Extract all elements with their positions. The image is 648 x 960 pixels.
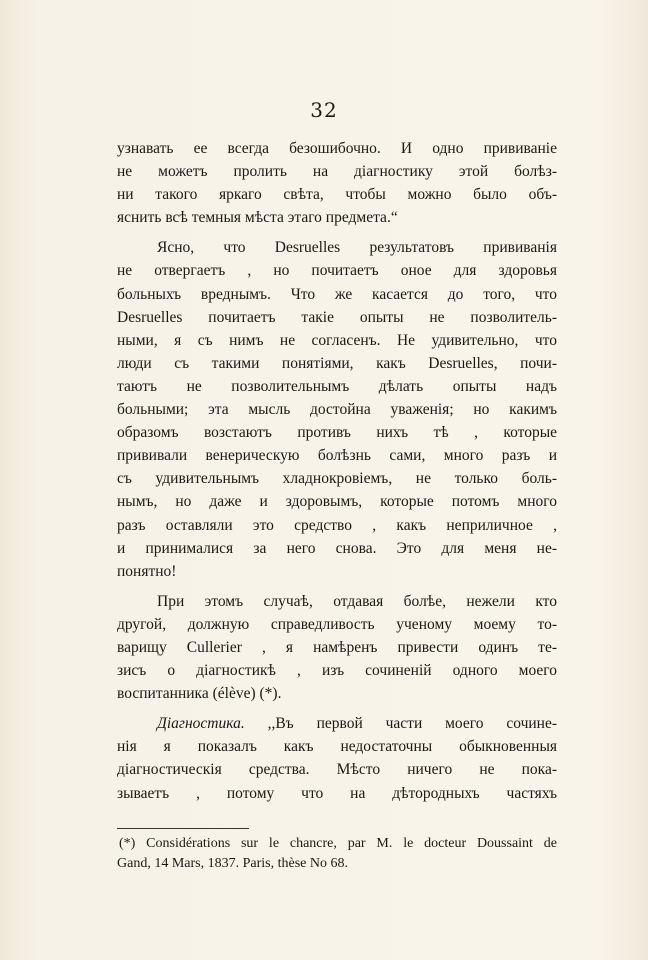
text-line: другой, должную справедливость ученому моему то- [117, 615, 557, 633]
text-line: не можетъ пролить на діагностику этой болѣз- [117, 163, 557, 181]
text-line: ни такого яркаго свѣта, чтобы можно было объ- [117, 186, 557, 204]
paragraph-1 [117, 137, 557, 229]
text-line: яснить всѣ темныя мѣста этаго предмета.“ [117, 209, 398, 227]
text-line: образомъ возстаютъ противъ нихъ тѣ , которые [117, 424, 557, 442]
paragraph-2 [117, 236, 557, 582]
body-text [117, 137, 557, 805]
text-line: понятно! [117, 562, 177, 580]
text-line: воспитанника (élève) (*). [117, 685, 282, 703]
text-line: съ удивительнымъ хладнокровіемъ, не только боль- [117, 470, 557, 488]
text-line: люди съ такими понятіями, какъ Desruelles, почи- [117, 354, 557, 372]
text-line: нія я показалъ какъ недостаточны обыкновенныя [117, 738, 557, 756]
footnote-divider [117, 828, 249, 829]
text-line-continuation: ,,Въ первой части моего сочине- [267, 715, 557, 733]
text-line: Ясно, что Desruelles результатовъ прививанія [157, 239, 557, 257]
text-line: и принималися за него снова. Это для меня не- [117, 539, 557, 557]
text-line: При этомъ случаѣ, отдавая болѣе, нежели кто [157, 592, 557, 610]
text-line [117, 712, 557, 735]
footnote-line: (*) Considérations sur le chancre, par M. le docteur Doussaint de [119, 836, 557, 851]
section-heading: Діагностика. [157, 715, 245, 733]
text-line: зисъ о діагностикѣ , изъ сочиненій одного моего [117, 662, 557, 680]
text-line: прививали венерическую болѣзнь сами, много разъ и [117, 447, 557, 465]
text-line: діагностическія средства. Мѣсто ничего не пока- [117, 761, 557, 779]
text-line: нымъ, но даже и здоровымъ, которые потомъ много [117, 493, 557, 511]
text-line: ными, я съ нимъ не согласенъ. Не удивительно, что [117, 331, 557, 349]
text-line: узнавать ее всегда безошибочно. И одно прививаніе [117, 140, 557, 157]
text-line: не отвергаетъ , но почитаетъ оное для здоровья [117, 262, 557, 280]
page-number: 32 [310, 98, 338, 122]
text-line: варищу Cullerier , я намѣренъ привести одинъ те- [117, 638, 557, 656]
footnote [117, 834, 557, 874]
text-line: больными; эта мысль достойна уваженія; но какимъ [117, 401, 557, 419]
text-line: Desruelles почитаетъ такіе опыты не позволитель- [117, 308, 557, 326]
text-line: зываетъ , потому что на дѣтородныхъ частяхъ [117, 784, 557, 802]
text-line: таютъ не позволительнымъ дѣлать опыты надъ [117, 377, 557, 395]
paragraph-3 [117, 590, 557, 705]
paragraph-4 [117, 712, 557, 804]
text-line: больныхъ вреднымъ. Что же касается до того, что [117, 285, 557, 303]
text-line: разъ оставляли это средство , какъ неприличное , [117, 516, 557, 534]
footnote-line: Gand, 14 Mars, 1837. Paris, thèse No 68. [117, 856, 348, 871]
